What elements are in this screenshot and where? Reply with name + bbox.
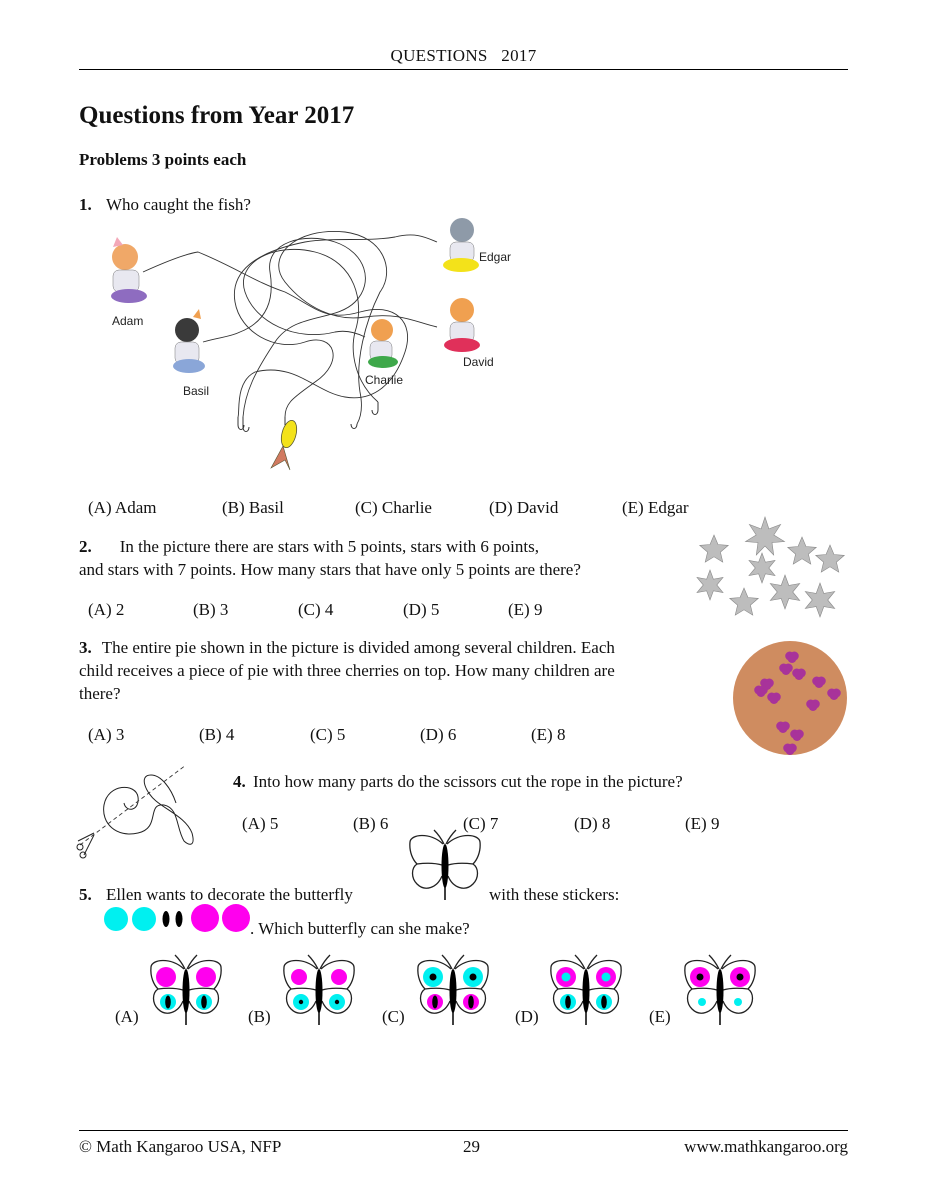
cat-edgar-icon	[443, 218, 479, 272]
star-5	[749, 553, 775, 583]
footer-copyright: © Math Kangaroo USA, NFP	[79, 1137, 282, 1156]
scissors-rope-icon	[76, 763, 201, 863]
butterfly-outline-icon	[405, 830, 485, 900]
cat-adam-icon	[111, 237, 147, 303]
question-text: Into how many parts do the scissors cut the rope in the picture?	[253, 772, 683, 791]
cat-label-basil: Basil	[183, 384, 210, 398]
star-3	[788, 537, 817, 564]
body	[583, 969, 590, 1013]
option-b[interactable]: (B) 3	[193, 600, 229, 619]
option-c[interactable]: (C) 5	[310, 725, 346, 744]
running-header: QUESTIONS 2017	[390, 46, 537, 65]
option-d[interactable]: (D) 8	[574, 814, 611, 833]
sticker-cyan-1	[104, 907, 128, 931]
footer-website[interactable]: www.mathkangaroo.org	[684, 1137, 848, 1156]
sticker-magenta-1	[191, 904, 219, 932]
question-number: 4.	[233, 772, 246, 791]
option-c[interactable]: (C) 4	[298, 600, 334, 619]
option-d[interactable]: (D) 6	[420, 725, 457, 744]
left-wing	[410, 836, 443, 889]
cat-label-edgar: Edgar	[479, 250, 512, 264]
question-text-line-2: . Which butterfly can she make?	[250, 919, 470, 938]
option-a-butterfly[interactable]	[146, 952, 226, 1028]
star-6	[697, 570, 723, 600]
question-text-before: Ellen wants to decorate the butterfly	[106, 885, 353, 904]
option-b[interactable]: (B) 4	[199, 725, 235, 744]
right-wing	[447, 836, 480, 889]
question-number: 3.	[79, 638, 92, 657]
question-number: 5.	[79, 885, 92, 904]
body	[183, 969, 190, 1013]
option-c[interactable]: (C) 7	[463, 814, 499, 833]
option-d-label[interactable]: (D)	[515, 1007, 539, 1026]
question-text-after: with these stickers:	[489, 885, 620, 904]
top-sticker	[156, 967, 176, 987]
cat-david-icon	[444, 298, 480, 352]
top-sticker	[331, 969, 347, 985]
header-rule	[79, 69, 848, 70]
star-7	[730, 588, 759, 615]
fishing-cats-maze-icon	[95, 212, 535, 482]
option-b[interactable]: (B) 6	[353, 814, 389, 833]
question-text-line-3: there?	[79, 684, 121, 703]
option-e[interactable]: (E) Edgar	[622, 498, 689, 517]
option-e-butterfly[interactable]	[680, 952, 760, 1028]
question-text-line-1: The entire pie shown in the picture is divided among several children. Each	[101, 638, 615, 657]
body	[450, 969, 457, 1013]
option-d[interactable]: (D) 5	[403, 600, 440, 619]
option-e[interactable]: (E) 9	[685, 814, 720, 833]
page-title: Questions from Year 2017	[79, 102, 355, 129]
question-text: Who caught the fish?	[106, 195, 251, 214]
cat-charlie-icon	[368, 319, 398, 368]
option-d-butterfly[interactable]	[546, 952, 626, 1028]
star-4	[816, 545, 845, 572]
body	[717, 969, 724, 1013]
body	[442, 844, 449, 888]
top-sticker	[291, 969, 307, 985]
fish-icon	[271, 419, 299, 470]
question-3	[79, 636, 699, 705]
question-2	[79, 535, 669, 581]
option-b[interactable]: (B) Basil	[222, 498, 284, 517]
sticker-black-1	[163, 911, 170, 927]
star-9	[805, 583, 834, 617]
question-number: 1.	[79, 195, 92, 214]
question-number: 2.	[79, 537, 92, 556]
page-number: 29	[463, 1137, 480, 1156]
option-b-butterfly[interactable]	[279, 952, 359, 1028]
option-e-label[interactable]: (E)	[649, 1007, 671, 1026]
question-text-line-1: In the picture there are stars with 5 points, stars with 6 points,	[119, 537, 539, 556]
option-a[interactable]: (A) 2	[88, 600, 125, 619]
footer-rule	[79, 1130, 848, 1131]
body	[316, 969, 323, 1013]
top-sticker	[196, 967, 216, 987]
sticker-magenta-2	[222, 904, 250, 932]
section-title: Problems 3 points each	[79, 150, 247, 169]
cat-basil-icon	[173, 309, 205, 373]
sticker-cyan-2	[132, 907, 156, 931]
option-e[interactable]: (E) 8	[531, 725, 566, 744]
option-a[interactable]: (A) 5	[242, 814, 279, 833]
stars-icon	[690, 510, 855, 625]
option-b-label[interactable]: (B)	[248, 1007, 271, 1026]
star-2	[746, 517, 785, 555]
question-4	[233, 770, 683, 793]
stickers-icon	[103, 903, 253, 933]
option-a[interactable]: (A) Adam	[88, 498, 157, 517]
cherry-pie-icon	[731, 638, 849, 758]
sticker-black-2	[176, 911, 183, 927]
question-text-line-2: child receives a piece of pie with three cherries on top. How many children are	[79, 661, 615, 680]
star-1	[700, 535, 729, 562]
question-text-line-2: and stars with 7 points. How many stars that have only 5 points are there?	[79, 560, 581, 579]
option-c[interactable]: (C) Charlie	[355, 498, 432, 517]
cat-label-charlie: Charlie	[365, 373, 404, 387]
cat-label-adam: Adam	[112, 314, 144, 328]
star-8	[770, 575, 799, 609]
option-a-label[interactable]: (A)	[115, 1007, 139, 1026]
option-e[interactable]: (E) 9	[508, 600, 543, 619]
cat-label-david: David	[463, 355, 494, 369]
option-d[interactable]: (D) David	[489, 498, 559, 517]
option-c-label[interactable]: (C)	[382, 1007, 405, 1026]
option-a[interactable]: (A) 3	[88, 725, 125, 744]
option-c-butterfly[interactable]	[413, 952, 493, 1028]
